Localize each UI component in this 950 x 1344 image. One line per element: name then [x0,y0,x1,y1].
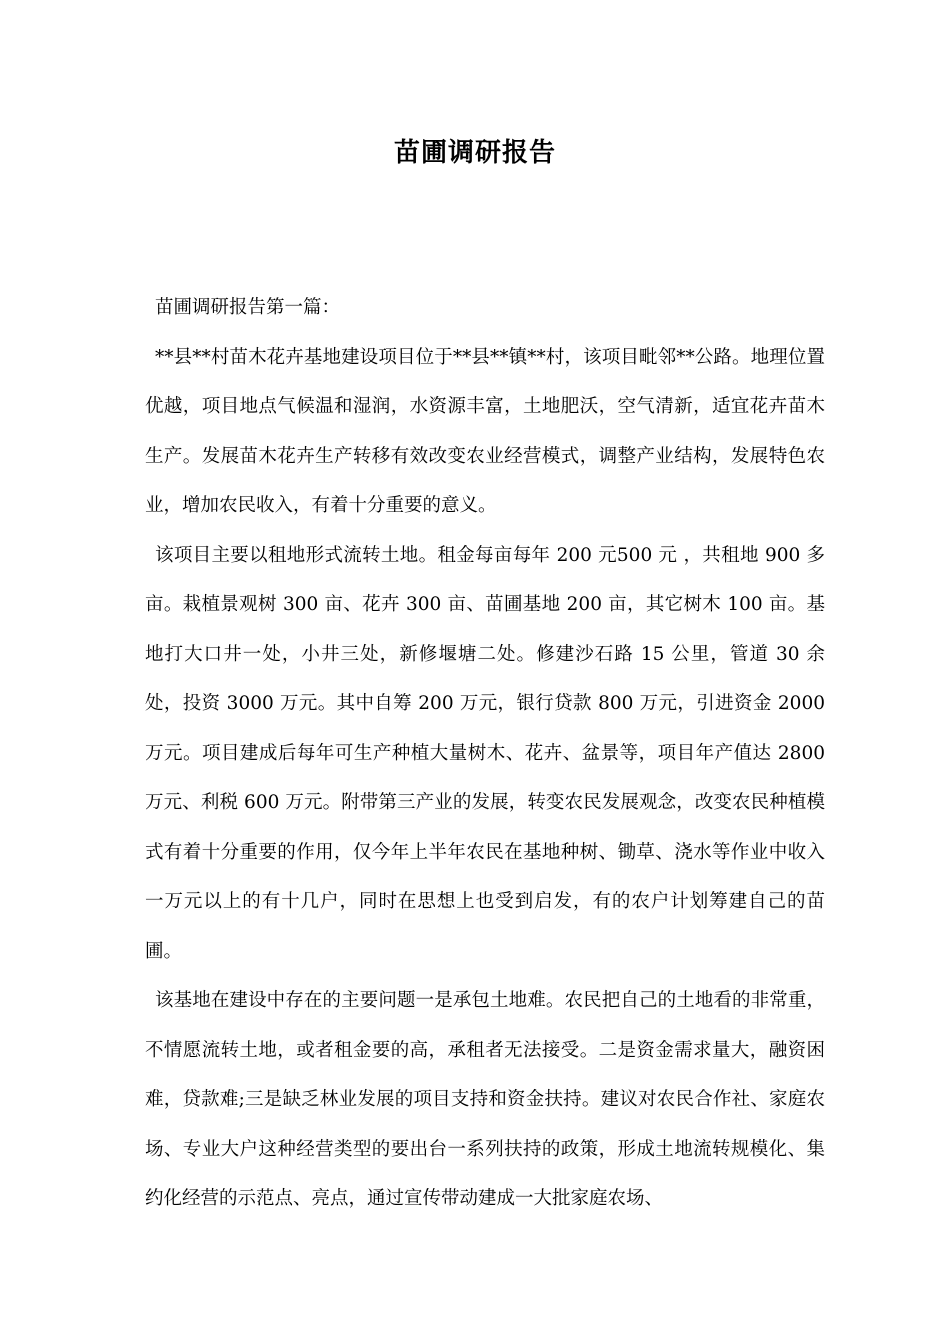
document-title: 苗圃调研报告 [393,138,556,168]
paragraph-location: **县**村苗木花卉基地建设项目位于**县**镇**村，该项目毗邻**公路。地理位置优越，项目地点气候温和湿润，水资源丰富，土地肥沃，空气清新，适宜花卉苗木生产。发展苗木花卉生产转移有效改变农业经营模式，调整产业结构，发展特色农业，增加农民收入，有着十分重要的意义。 [145,346,825,516]
paragraph-investment: 该项目主要以租地形式流转土地。租金每亩每年 200 元500 元 ，共租地 900 多亩。栽植景观树 300 亩、花卉 300 亩、苗圃基地 200 亩，其它树木 100 亩。基地打大口井一处，小井三处，新修堰塘二处。修建沙石路 15 公里，管道 30 余处，投资 3000 万元。其中自筹 200 万元，银行贷款 800 万元，引进资金 2000 万元。项目建成后每年可生产种植大量树木、花卉、盆景等，项目年产值达 2800 万元、利税 600 万元。附带第三产业的发展，转变农民发展观念，改变农民种植模式有着十分重要的作用，仅今年上半年农民在基地种树、锄草、浇水等作业中收入一万元以上的有十几户，同时在思想上也受到启发，有的农户计划筹建自己的苗圃。 [145,544,825,962]
paragraph-heading: 苗圃调研报告第一篇： [155,297,341,318]
document-body [145,283,825,1224]
paragraph-problems: 该基地在建设中存在的主要问题一是承包土地难。农民把自己的土地看的非常重，不情愿流转土地，或者租金要的高，承租者无法接受。二是资金需求量大，融资困难，贷款难;三是缺乏林业发展的项目支持和资金扶持。建议对农民合作社、家庭农场、专业大户这种经营类型的要出台一系列扶持的政策，形成土地流转规模化、集约化经营的示范点、亮点，通过宣传带动建成一大批家庭农场、 [145,990,825,1209]
